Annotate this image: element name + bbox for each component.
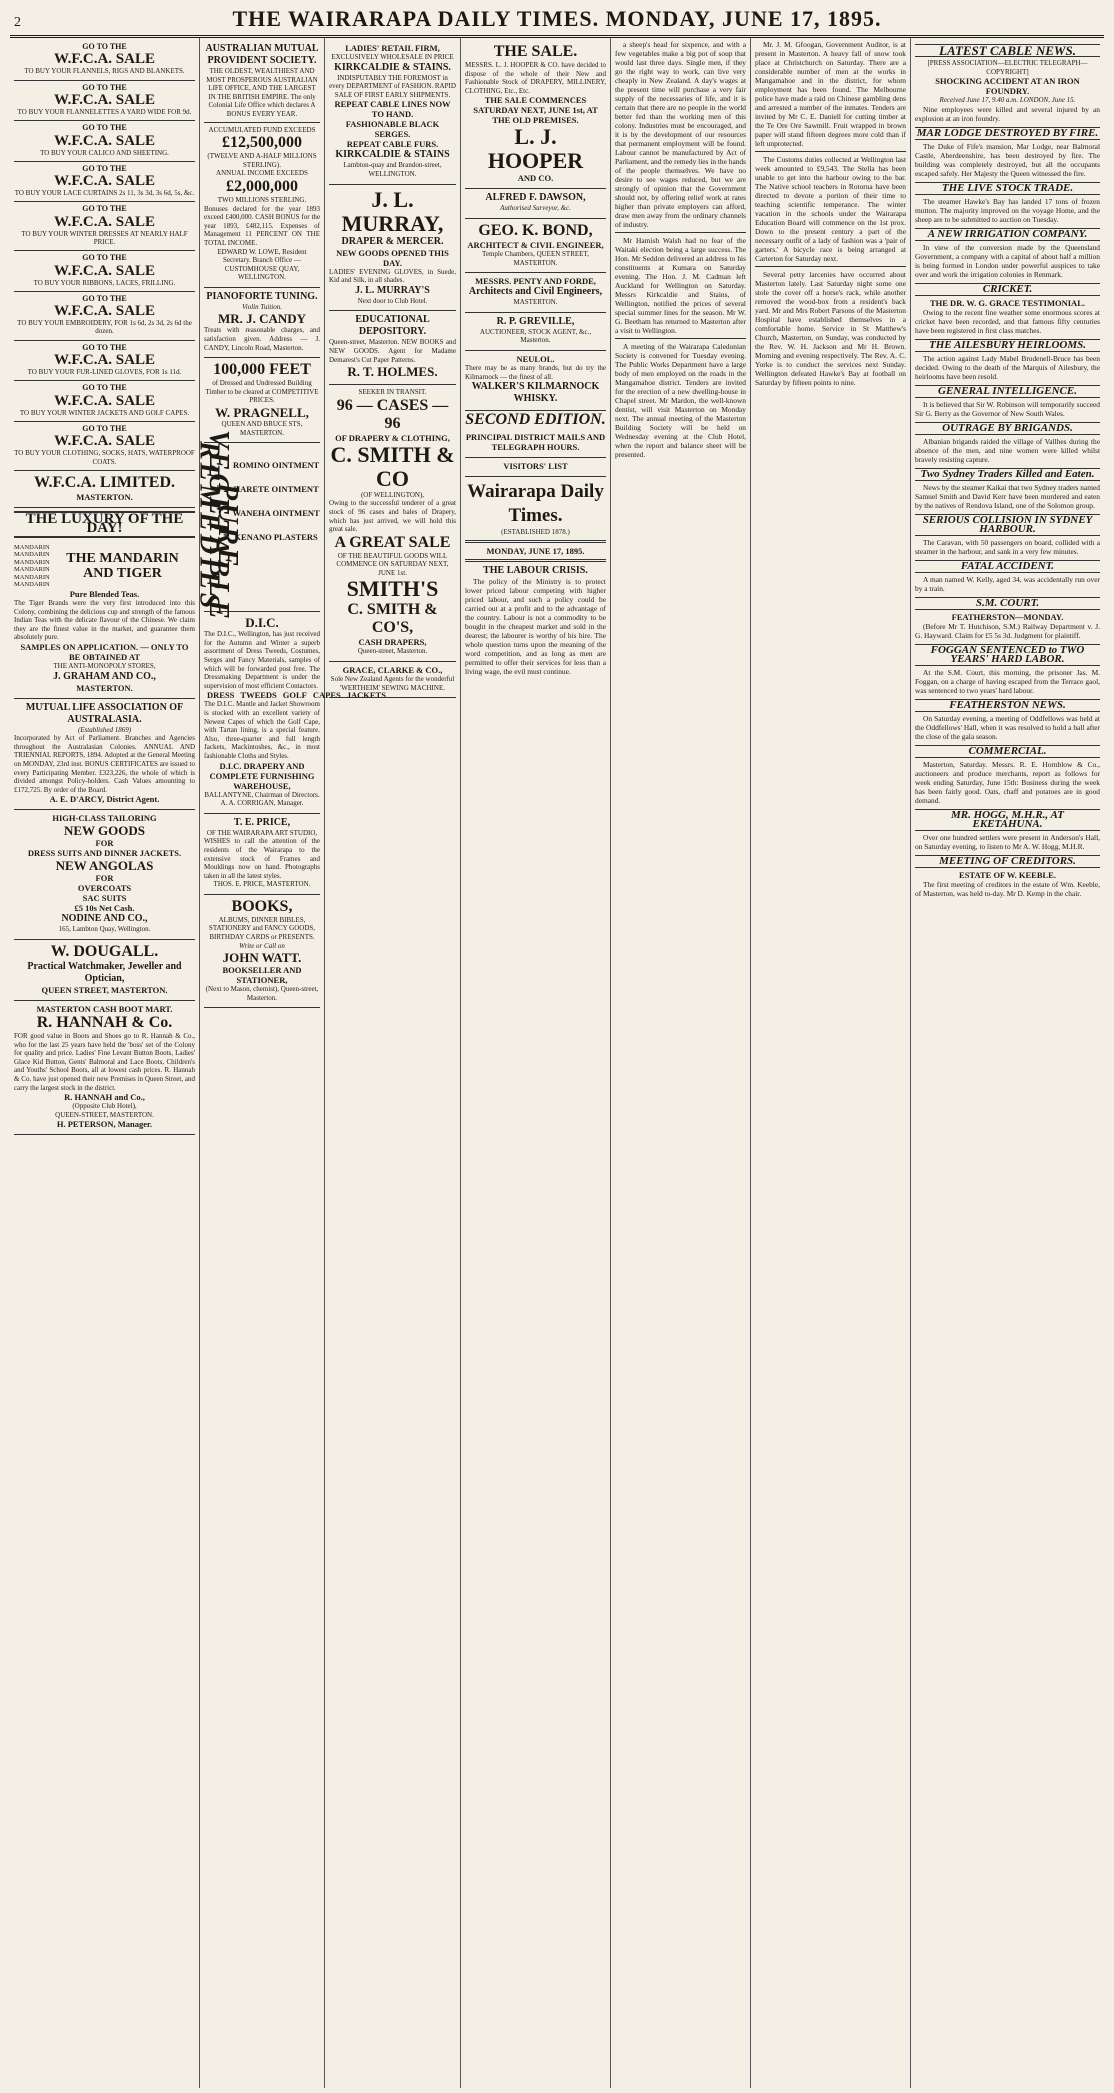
story7-title: GENERAL INTELLIGENCE. xyxy=(915,385,1100,398)
tailor-line: DRESS SUITS AND DINNER JACKETS. xyxy=(27,848,182,859)
wfca-ad xyxy=(14,341,195,382)
greville-ad xyxy=(465,313,606,351)
story5-title: CRICKET. xyxy=(915,283,1100,296)
kirkcaldie-ad xyxy=(329,40,456,185)
dougall-trade: Practical Watchmaker, Jeweller and Optician, xyxy=(27,960,182,984)
story1-title: SHOCKING ACCIDENT AT AN IRON FOUNDRY. xyxy=(935,76,1080,97)
column-5 xyxy=(611,38,751,2088)
visitors-notice xyxy=(465,458,606,477)
dic-label: JACKETS xyxy=(346,690,386,701)
murray-trade: DRAPER & MERCER. xyxy=(341,235,444,247)
murray-ad xyxy=(329,185,456,312)
mutual-body: Incorporated by Act of Parliament. Branches and Agencies throughout the Australasian Colonies. ANNUAL AND TRIENNIAL REPORTS, 1894. Adopted at the General Meeting on MONDAY, 23rd inst. BONUS CERTIFICATES are issued to every Participating Member. £323,226, the whole of which is divided amongst Policy-holders. Cash Values amounting to £172,725. By order of the Board. xyxy=(14,734,195,794)
cases-sub: OF DRAPERY & CLOTHING, xyxy=(335,432,450,443)
story3-title: THE LIVE STOCK TRADE. xyxy=(915,182,1100,195)
wfca-top: GO TO THE xyxy=(82,423,127,433)
featherston-title: FEATHERSTON NEWS. xyxy=(915,699,1100,712)
dic-labels xyxy=(204,690,386,701)
tea-body: The Tiger Brands were the very first introduced into this Colony, combining the delicious cup and strength of the famous Indian Teas with the delicate flavour of the Chinese. We claim they are the finest value in the market, and guarantee them absolutely pure. xyxy=(14,599,195,642)
tailor-line: NEW GOODS xyxy=(63,823,146,839)
dic-ad xyxy=(204,612,386,814)
dic-label: GOLF xyxy=(282,690,307,701)
tailor-line: £5 10s Net Cash. xyxy=(74,903,135,914)
col5-body-bot: A meeting of the Wairarapa Caledonian Society is convened for Tuesday evening. The Public Works Department have a large body of men employed on the roads in the Mangamahoe district. Tenders are invited for the erection of a new dwelling-house in Chapel street. Mr Mardon, the well-known dentist, will visit Masterton on Monday next. The annual meeting of the Masterton Building Society will be held on Wednesday evening at the Club Hotel, when the report and balance sheet will be presented. xyxy=(615,342,746,459)
mutual-agent: A. E. D'ARCY, District Agent. xyxy=(49,794,160,805)
story6-title: THE AILESBURY HEIRLOOMS. xyxy=(915,339,1100,352)
featherston-body: On Saturday evening, a meeting of Oddfellows was held at the Oddfellows' Hall, when it was resolved to hold a ball after the close of the gala season. xyxy=(915,713,1100,741)
wfca-limited-ad xyxy=(14,471,195,508)
cable-repeat: REPEAT CABLE FURS. xyxy=(346,139,439,150)
wfca-name: W.F.C.A. SALE xyxy=(53,213,155,230)
whisky-body: There may be as many brands, but do try the Kilmarnock — the finest of all. xyxy=(465,363,606,381)
dawson-sub: Authorised Surveyor, &c. xyxy=(500,204,571,213)
watt-trade: BOOKSELLER AND STATIONER, xyxy=(222,965,302,986)
remedies-word: PURE VEGETABLE REMEDIES xyxy=(193,430,244,623)
dic-body2: The D.I.C. Mantle and Jacket Showroom is stocked with an excellent variety of Newest Capes of which the Golf Cape, with Tartan lining, is a special feature. Also, three-quarter and full length Jackets, Mackintoshes, &c., in most fashionable Cloths and Styles. xyxy=(204,700,320,760)
remedies-illustration xyxy=(193,430,244,623)
tailoring-ad xyxy=(14,810,195,940)
bond-ad xyxy=(465,219,606,273)
dic-label: CAPES xyxy=(312,690,341,701)
story3-body: The steamer Hawke's Bay has landed 17 tons of frozen mutton. The majority improved on the voyage Home, and the sheep are to be submitted to auction on Tuesday. xyxy=(915,196,1100,224)
books-sub: ALBUMS, DINNER BIBLES, STATIONERY and FANCY GOODS, BIRTHDAY CARDS or PRESENTS. xyxy=(208,915,316,942)
wfca-top: GO TO THE xyxy=(82,204,127,214)
murray-name: J. L. MURRAY, xyxy=(341,186,444,236)
repeat-lines: REPEAT CABLE LINES NOW TO HAND. xyxy=(334,99,451,120)
story8-body: Albanian brigands raided the village of Vallhes during the absence of the men, and nine women were killed whilst bravely resisting capture. xyxy=(915,436,1100,464)
wfca-name: W.F.C.A. SALE xyxy=(53,433,155,450)
grace-body: Sole New Zealand Agents for the wonderful 'WERTHEIM' SEWING MACHINE. xyxy=(330,675,455,692)
amp-sub: THE OLDEST, WEALTHIEST AND MOST PROSPEROUS AUSTRALIAN LIFE OFFICE, AND THE LARGEST IN THE BRITISH EMPIRE. The only Colonial Life Office which declares A BONUS EVERY YEAR. xyxy=(206,67,318,118)
column-6 xyxy=(751,38,911,2088)
story5-sub: THE DR. W. G. GRACE TESTIMONIAL. xyxy=(929,297,1085,308)
leader-title: THE LABOUR CRISIS. xyxy=(483,564,588,576)
candy-body: Treats with reasonable charges, and satisfaction given. Address — J. CANDY, Lincoln Road, Masterton. xyxy=(204,326,320,352)
tailor-line: OVERCOATS xyxy=(77,883,132,894)
amp-income-label: ANNUAL INCOME EXCEEDS xyxy=(216,169,308,178)
wfca-top: GO TO THE xyxy=(82,163,127,173)
wfca-limited: W.F.C.A. LIMITED. xyxy=(33,473,176,491)
greville-sub: AUCTIONEER, STOCK AGENT, &c., Masterton. xyxy=(479,327,592,345)
price-body: WISHES to call the attention of the residents of the Wairarapa to the extensive stock of Frames and Mouldings now on hand. Photographs taken in all the latest styles. xyxy=(204,837,320,880)
commercial-body: Masterton, Saturday. Messrs. R. E. Hornblow & Co., auctioneers and produce merchants, report as follows for week ending Saturday, June 15th: Business during the week has been fairly good. Oats, chaff and potatoes are in good demand. xyxy=(915,759,1100,805)
tea-brand-item: MANDARIN xyxy=(14,573,50,581)
dic-label: DRESS xyxy=(207,690,235,701)
tea-brand-item: MANDARIN xyxy=(14,543,50,551)
pragnell-name: W. PRAGNELL, xyxy=(215,405,309,421)
boot-place: QUEEN-STREET, MASTERTON. xyxy=(55,1110,154,1119)
boot-mart-ad xyxy=(14,1001,195,1135)
amp-amount-sub: (TWELVE AND A-HALF MILLIONS STERLING). xyxy=(207,152,317,169)
penty-name: MESSRS. PENTY AND FORDE, xyxy=(475,276,596,287)
wfca-top: GO TO THE xyxy=(82,293,127,303)
wfca-sub: TO BUY YOUR WINTER JACKETS AND GOLF CAPES. xyxy=(19,408,190,417)
price-sub: OF THE WAIRARAPA ART STUDIO, xyxy=(206,828,318,837)
tailor-line: NEW ANGOLAS xyxy=(55,858,154,874)
whisky-ad xyxy=(465,351,606,411)
dougall-ad xyxy=(14,940,195,1001)
amp-amount: £12,500,000 xyxy=(222,134,302,152)
wfca-sub: TO BUY YOUR CALICO AND SHEETING. xyxy=(40,148,169,157)
wfca-name: W.F.C.A. SALE xyxy=(53,303,155,320)
smith-ad xyxy=(329,385,456,662)
sale-title: THE SALE. xyxy=(493,43,578,60)
page-number: 2 xyxy=(14,15,21,30)
story4-title: A NEW IRRIGATION COMPANY. xyxy=(915,228,1100,241)
boot-title: MASTERTON CASH BOOT MART. xyxy=(36,1003,173,1014)
penty-ad xyxy=(465,273,606,313)
bond-sub: ARCHITECT & CIVIL ENGINEER, xyxy=(467,239,604,250)
court-body: (Before Mr T. Hutchison, S.M.) Railway Department v. J. G. Hayward. Claim for £5 5s 3d. Judgment for plaintiff. xyxy=(915,621,1100,640)
great-sale-sub: OF THE BEAUTIFUL GOODS WILL COMMENCE ON SATURDAY NEXT, JUNE 1st. xyxy=(336,551,449,577)
tailor-title: HIGH-CLASS TAILORING xyxy=(52,813,157,824)
wfca-sub: TO BUY YOUR FUR-LINED GLOVES, FOR 1s 11d. xyxy=(27,368,182,377)
second-edition: SECOND EDITION. xyxy=(465,411,606,429)
column-2 xyxy=(193,38,386,2088)
story6-body: The action against Lady Mabel Brudenell-Bruce has been decided. Owing to the death of the Marquis of Ailesbury, the heirlooms have been resold. xyxy=(915,353,1100,381)
boot-footer: R. HANNAH and Co., xyxy=(64,1092,145,1103)
hooper-intro: MESSRS. L. J. HOOPER & CO. have decided to dispose of the whole of their New and Fashionable Stock of DRAPERY, MILLINERY, CLOTHING, Etc., Etc. xyxy=(465,61,606,95)
watt-name: JOHN WATT. xyxy=(222,950,302,966)
postal-title: PRINCIPAL DISTRICT MAILS AND TELEGRAPH HOURS. xyxy=(465,432,606,453)
story9-body: News by the steamer Kaikai that two Sydney traders named Samuel Smith and David Kerr have been murdered and eaten by the natives of Rendova Island, one of the Solomon group. xyxy=(915,482,1100,510)
col6-body-top: Mr. J. M. Gfoogan, Government Auditor, is at present in Masterton. A heavy fall of snow took place at Christchurch on Saturday. There are a considerable number of men at the works in Mangamahoe and in the district, for whom employment has been found. The Melbourne police have made a raid on Chinese gambling dens and arrested a number of the inmates. Tenders are invited by Mr C. E. Daniell for cutting timber at the Te Ore Ore Sawmill. Fruit wrapped in brown paper will stand fifteen degrees more cold than if left unprotected. xyxy=(755,40,906,148)
tailor-name: NODINE AND CO., xyxy=(61,913,148,925)
boot-name: R. HANNAH & Co. xyxy=(36,1013,173,1031)
court-title: S.M. COURT. xyxy=(915,597,1100,610)
creditors-sub: ESTATE OF W. KEEBLE. xyxy=(959,869,1056,880)
wfca-place: MASTERTON. xyxy=(76,491,133,502)
remedies-items xyxy=(232,446,320,606)
wfca-top: GO TO THE xyxy=(82,253,127,263)
books-cta: Write or Call on xyxy=(239,941,285,950)
postal-notice xyxy=(465,429,606,458)
wfca-sub: TO BUY YOUR EMBROIDERY, FOR 1s 6d, 2s 3d, 2s 6d the dozen. xyxy=(17,319,192,336)
eketahuna-title: MR. HOGG, M.H.R., AT EKETAHUNA. xyxy=(915,809,1100,831)
edu-body: Queen-street, Masterton. NEW BOOKS and NEW GOODS. Agent for Madame Demarest's Cut Paper Patterns. xyxy=(329,338,456,364)
price-sig: THOS. E. PRICE, MASTERTON. xyxy=(213,880,311,889)
educational-ad xyxy=(329,311,456,385)
cases: 96 — CASES — 96 xyxy=(336,396,449,432)
creditors-body: The first meeting of creditors in the estate of Wm. Keeble, of Masterton, was held to-day. Mr D. Kemp in the chair. xyxy=(915,879,1100,898)
boot-footer2: (Opposite Club Hotel), xyxy=(72,1102,137,1111)
smith-sub: (OF WELLINGTON), xyxy=(360,490,425,499)
wfca-sub: TO BUY YOUR FLANNELETTES A YARD WIDE FOR 9d. xyxy=(17,108,192,117)
holmes-sub: SEEKER IN TRANSIT. xyxy=(358,388,427,397)
books-ad xyxy=(204,895,320,1009)
dic-footer: D.I.C. DRAPERY AND COMPLETE FURNISHING WAREHOUSE, xyxy=(209,760,315,791)
mutual-title: MUTUAL LIFE ASSOCIATION OF AUSTRALASIA. xyxy=(25,701,184,725)
tea-brand-item: MANDARIN xyxy=(14,558,50,566)
times-est: (ESTABLISHED 1878.) xyxy=(501,528,570,537)
wfca-ad xyxy=(14,202,195,251)
story9-title: Two Sydney Traders Killed and Eaten. xyxy=(915,468,1100,481)
tailor-line: SAC SUITS xyxy=(82,893,127,904)
story10-title: SERIOUS COLLISION IN SYDNEY HARBOUR. xyxy=(915,514,1100,536)
cable-sub: [PRESS ASSOCIATION—ELECTRIC TELEGRAPH—COPYRIGHT] xyxy=(927,59,1088,76)
columns xyxy=(10,38,1104,2088)
wfca-sub: TO BUY YOUR RIBBONS, LACES, FRILLING. xyxy=(33,278,176,287)
wfca-sub: TO BUY YOUR FLANNELS, RIGS AND BLANKETS. xyxy=(24,67,185,76)
wfca-name: W.F.C.A. SALE xyxy=(53,352,155,369)
tea-brand-item: MANDARIN xyxy=(14,566,50,574)
hooper-ad xyxy=(465,40,606,189)
murray-addr: Next door to Club Hotel. xyxy=(357,296,428,305)
smiths: SMITH'S xyxy=(346,576,439,602)
smith-body: Owing to the successful tenderer of a great stock of 96 cases and bales of Drapery, which has just arrived, we will hold this great sale. xyxy=(329,499,456,534)
wfca-name: W.F.C.A. SALE xyxy=(53,392,155,409)
wfca-ads xyxy=(14,40,195,471)
tea-brand-item: MANDARIN xyxy=(14,581,50,589)
wfca-top: GO TO THE xyxy=(82,383,127,393)
piano-title: PIANOFORTE TUNING. xyxy=(206,290,318,302)
leader-body: The policy of the Ministry is to protect lower priced labour competing with higher priced labour, and such a policy could be carried out at a profit and to the advantage of the country. Labour is not a commodity to be bought in the cheapest market and sold in the dearest; the labourer is worthy of his hire. The whole question turns upon the meaning of the word competition, and as long as men are permitted to offer their services for less than a living wage, the evil must continue. xyxy=(465,576,606,676)
dic-body: The D.I.C., Wellington, has just received for the Autumn and Winter a superb assortment of Dress Tweeds, Costumes, Serges and Fancy Materials, samples of which will be forwarded post free. The Dressmaking Department is under the supervision of most efficient Contactors. xyxy=(204,630,320,690)
boot-body: FOR good value in Boots and Shoes go to R. Hannah & Co., who for the last 25 years have held the 'boss' set of the Colony for quality and price. Ladies' Fine Levant Button Boots, Ladies' Glace Kid Button, Gents' Balmoral and Lace Boots, Children's and Youths' School Boots, all at lowest cash prices. R. Hannah & Co. have just opened their new Premises in Queen Street, and carry the largest stock in the district. xyxy=(14,1031,195,1092)
murray-new: NEW GOODS OPENED THIS DAY. xyxy=(336,247,449,268)
column-4 xyxy=(461,38,611,2088)
amp-title: AUSTRALIAN MUTUAL PROVIDENT SOCIETY. xyxy=(205,43,319,66)
pragnell-addr: QUEEN AND BRUCE STS, MASTERTON. xyxy=(221,420,303,437)
grace-name: GRACE, CLARKE & CO., xyxy=(342,665,443,676)
wfca-sub: TO BUY YOUR WINTER DRESSES AT NEARLY HALF PRICE. xyxy=(21,229,188,247)
smith-footer2: CASH DRAPERS, xyxy=(358,637,427,648)
visitors-title: VISITORS' LIST xyxy=(503,461,568,472)
col6-body-mid: The Customs duties collected at Wellington last week amounted to £9,543. The Stella has been unable to get into the harbour owing to the bar. The Native school teachers in Rotorua have been directed to devote a portion of their time to teaching scientific temperance. The winter vacation in the schools under the Wairarapa Education Board will commence on the 1st prox. Down to the present century a part of the necessary outfit of a lady of fashion was a 'pair of garters.' A bicycle race is being arranged at Carterton for Saturday next. xyxy=(755,155,906,263)
kirk-name: KIRKCALDIE & STAINS. xyxy=(334,61,451,73)
wfca-ad xyxy=(14,251,195,292)
remedy-item: HARETE OINTMENT xyxy=(233,484,319,495)
kirk-addr: Lambton-quay and Brandon-street, WELLINGTON. xyxy=(343,161,442,178)
tea-sub: Pure Blended Teas. xyxy=(69,589,140,600)
tea-shop-place: MASTERTON. xyxy=(76,682,133,693)
piano-sub: Violin Tuition. xyxy=(242,302,282,311)
col6-body-bot: Several petty larcenies have occurred about Masterton lately. Last Saturday night some one stole the cover off a horse's rack, while another removed the wood-box from a resident's back yard. Mr and Mrs Robert Parsons of the Masterton Hospital have established themselves in a comfortable home. Service in St Matthew's Church, Masterton, on Sunday, was conducted by the Rev. W. H. Jackson and Mr H. Brown. Morning and evening respectively. The Rev. A. C. Yorke is to conduct the services next Sunday. Wellington defeated Hawke's Bay at football on Saturday by fifteen points to nine. xyxy=(755,270,906,387)
wfca-ad xyxy=(14,121,195,162)
holmes-name: R. T. HOLMES. xyxy=(347,364,438,380)
bond-addr: Temple Chambers, QUEEN STREET, MASTERTON. xyxy=(482,249,589,267)
sale-commences: THE SALE COMMENCES SATURDAY NEXT, JUNE 1st, AT THE OLD PREMISES. xyxy=(473,95,598,126)
timber-count: 100,000 FEET xyxy=(213,361,311,379)
bond-name: GEO. K. BOND, xyxy=(478,221,593,239)
wfca-name: W.F.C.A. SALE xyxy=(53,173,155,190)
tailor-lines xyxy=(14,823,195,913)
tea-brand-list xyxy=(14,544,50,590)
wfca-ad xyxy=(14,381,195,422)
story11-body: A man named W. Kelly, aged 34, was accidentally run over by a train. xyxy=(915,574,1100,593)
wfca-name: W.F.C.A. SALE xyxy=(53,262,155,279)
wfca-sub: TO BUY YOUR CLOTHING, SOCKS, HATS, WATERPROOF COATS. xyxy=(14,449,195,466)
wfca-name: W.F.C.A. SALE xyxy=(53,132,155,149)
amp-body: Bonuses declared for the year 1893 exceed £400,000. CASH BONUS for the year 1893, £482,115. Expenses of Management 11 PERCENT ON THE TOTAL INCOME. xyxy=(204,204,320,247)
story1-date: Received June 17, 9.40 a.m. LONDON, June 15. xyxy=(939,96,1076,105)
commercial-title: COMMERCIAL. xyxy=(915,745,1100,758)
dic-label: TWEEDS xyxy=(240,690,277,701)
price-name: T. E. PRICE, xyxy=(233,816,291,828)
amp-income-sub: TWO MILLIONS STERLING. xyxy=(217,195,307,204)
story7-body: It is believed that Sir W. Robinson will temporarily succeed Sir G. Berry as the Governor of New South Wales. xyxy=(915,399,1100,418)
col5-body-top: a sheep's head for sixpence, and with a few vegetables make a big pot of soup that would last three days. Single men, if they go the right way to work, can live very cheaply in New Zealand. A day's wages at the present time will purchase a very fair supply of the necessaries of life, and it is certain that there are no people in the world better fed than the working men of this colony. Industries must be encouraged, and it is by the development of our resources that permanent employment will be found. Labour cannot be manufactured by Act of Parliament, and the remedy lies in the hands of the people themselves. We have no desire to see wages reduced, but we are strongly of opinion that the Government should not, by offering relief work at rates higher than private employers can afford, draw men away from the ordinary channels of industry. xyxy=(615,40,746,229)
amp-agent: EDWARD W. LOWE, Resident Secretary. Branch Office — CUSTOMHOUSE QUAY, WELLINGTON. xyxy=(217,247,307,282)
great-sale: A GREAT SALE xyxy=(334,533,451,551)
wfca-top: GO TO THE xyxy=(82,123,127,133)
story2-title: MAR LODGE DESTROYED BY FIRE. xyxy=(916,126,1099,139)
wfca-ad xyxy=(14,162,195,203)
dawson-ad xyxy=(465,189,606,219)
masthead xyxy=(10,6,1104,38)
amp-income: £2,000,000 xyxy=(226,177,298,195)
col5-body-mid: Mr Hamish Walsh had no fear of the Waitaki election being a large success. The Hon. Mr Seddon delivered an address to his constituents at Kumara on Saturday evening. The Hon. J. M. Cadman left Auckland for Wellington on Saturday. Messrs Kirkcaldie and Stains, of Wellington, notified the prices of several special summer lines for the season. Mr W. G. Beetham has returned to Masterton after a visit to Wellington. xyxy=(615,236,746,335)
tea-shop-name: J. GRAHAM AND CO., xyxy=(53,670,156,682)
kirk-footer: KIRKCALDIE & STAINS xyxy=(335,149,450,161)
fashion-title: FASHIONABLE BLACK SERGES. xyxy=(345,119,440,140)
tea-brand-item: MANDARIN xyxy=(14,551,50,559)
whisky-name: WALKER'S KILMARNOCK WHISKY. xyxy=(471,381,600,405)
murray-footer: J. L. MURRAY'S xyxy=(355,284,430,296)
story4-body: In view of the conversion made by the Queensland Government, a company with a capital of about half a million is being formed in London under powerful auspices to take over and work the irrigation colonies in Renmark. xyxy=(915,242,1100,279)
hooper-and: AND CO. xyxy=(517,173,554,184)
smith-footer: C. SMITH & CO'S, xyxy=(347,601,438,637)
column-7 xyxy=(911,38,1104,2088)
newspaper-title: THE WAIRARAPA DAILY TIMES. MONDAY, JUNE 17, 1895. xyxy=(232,6,882,31)
kirk-body: INDISPUTABLY THE FOREMOST in every DEPARTMENT of FASHION. RAPID SALE OF FIRST EARLY SHIPMENTS. xyxy=(329,73,456,99)
dic-footer2: BALLANTYNE, Chairman of Directors. A. A. CORRIGAN, Manager. xyxy=(204,790,320,808)
wfca-ad xyxy=(14,81,195,122)
court-sub: FEATHERSTON—MONDAY. xyxy=(951,611,1064,622)
tea-ad xyxy=(14,541,195,699)
candy-name: MR. J. CANDY xyxy=(217,311,307,327)
mutual-est: (Established 1869) xyxy=(77,725,132,734)
tea-shop: THE ANTI-MONOPOLY STORES, xyxy=(53,662,156,671)
wfca-name: W.F.C.A. SALE xyxy=(53,51,155,68)
watt-addr: (Next to Mason, chemist), Queen-street, Masterton. xyxy=(205,985,319,1002)
tailor-line: FOR xyxy=(95,873,114,884)
smith-addr: Queen-street, Masterton. xyxy=(357,647,428,656)
penty-place: MASTERTON. xyxy=(513,298,558,307)
wfca-top: GO TO THE xyxy=(82,342,127,352)
boot-manager: H. PETERSON, Manager. xyxy=(56,1119,153,1130)
hooper-name: L. J. HOOPER xyxy=(487,124,584,174)
dic-title: D.I.C. xyxy=(245,615,279,631)
amp-society-ad xyxy=(204,40,320,288)
wfca-sub: TO BUY YOUR LACE CURTAINS 2s 11, 3s 3d, 3s 6d, 5s, &c. xyxy=(14,189,195,198)
dougall-name: W. DOUGALL. xyxy=(50,942,159,960)
remedy-item: WANEHA OINTMENT xyxy=(232,508,320,519)
retail-excl: EXCLUSIVELY WHOLESALE IN PRICE xyxy=(331,53,454,61)
story5-body: Owing to the recent fine weather some enormous scores at cricket have been recorded, and that famous fifty centuries have been registered in first class matches. xyxy=(915,307,1100,335)
foggan-title: FOGGAN SENTENCED to TWO YEARS' HARD LABOR. xyxy=(915,644,1100,666)
greville-name: R. P. GREVILLE, xyxy=(496,315,575,327)
remedy-item: ROMINO OINTMENT xyxy=(233,460,320,471)
amp-funds: ACCUMULATED FUND EXCEEDS xyxy=(208,125,316,134)
foggan-body: At the S.M. Court, this morning, the prisoner Jas. M. Foggan, on a charge of having escaped from the Terrace gaol, was sentenced to two years' hard labour. xyxy=(915,667,1100,695)
dougall-addr: QUEEN STREET, MASTERTON. xyxy=(41,984,168,995)
wfca-top: GO TO THE xyxy=(82,42,127,51)
price-ad xyxy=(204,814,320,895)
wfca-name: W.F.C.A. SALE xyxy=(53,92,155,109)
times-date: MONDAY, JUNE 17, 1895. xyxy=(486,545,585,556)
murray-gloves: LADIES' EVENING GLOVES, in Suede, Kid and Silk, in all shades. xyxy=(329,267,456,285)
dawson-name: ALFRED F. DAWSON, xyxy=(485,192,586,204)
retail-title: LADIES' RETAIL FIRM, xyxy=(345,43,440,53)
story8-title: OUTRAGE BY BRIGANDS. xyxy=(915,422,1100,435)
wfca-top: GO TO THE xyxy=(82,82,127,92)
story11-title: FATAL ACCIDENT. xyxy=(915,560,1100,573)
mutual-life-ad xyxy=(14,699,195,811)
wfca-ad xyxy=(14,422,195,471)
story2-body: The Duke of Fife's mansion, Mar Lodge, near Balmoral Castle, Aberdeenshire, has been destroyed by fire. The building was completely destroyed, but all the occupants escaped safely. Her Majesty the Queen witnessed the fire. xyxy=(915,141,1100,178)
tea-samples: SAMPLES ON APPLICATION. — ONLY TO BE OBTAINED AT xyxy=(20,642,189,663)
tailor-addr: 165, Lambton Quay, Wellington. xyxy=(58,925,151,934)
wfca-ad xyxy=(14,40,195,81)
cable-title: LATEST CABLE NEWS. xyxy=(915,44,1100,57)
story1-body: Nine employees were killed and several injured by an explosion at an iron foundry. xyxy=(915,104,1100,123)
column-3 xyxy=(325,38,461,2088)
grace-clarke-ad xyxy=(329,662,456,701)
smith-name: C. SMITH & CO xyxy=(330,441,455,491)
creditors-title: MEETING OF CREDITORS. xyxy=(915,855,1100,868)
timber-body: of Dressed and Undressed Building Timber to be cleared at COMPETITIVE PRICES. xyxy=(205,379,319,405)
edu-title: EDUCATIONAL DEPOSITORY. xyxy=(355,314,430,338)
tailor-line: FOR xyxy=(95,838,114,849)
neuchol: NEULOL. xyxy=(516,353,555,364)
column-1 xyxy=(10,38,200,2088)
luxury-headline: THE LUXURY OF THE DAY! xyxy=(14,511,195,538)
times-leader xyxy=(465,477,606,683)
books-title: BOOKS, xyxy=(231,897,293,915)
penty-sub: Architects and Civil Engineers, xyxy=(468,286,603,298)
remedy-item: KENANO PLASTERS xyxy=(234,532,318,543)
eketahuna-body: Over one hundred settlers were present in Anderson's Hall, on Saturday evening, to listen to Mr A. W. Hogg, M.H.R. xyxy=(915,832,1100,851)
wfca-ad xyxy=(14,292,195,341)
story10-body: The Caravan, with 50 passengers on board, collided with a steamer in the harbour, and sank in a very few minutes. xyxy=(915,537,1100,556)
piano-tuning-ad xyxy=(204,288,320,358)
tea-name: THE MANDARIN AND TIGER xyxy=(66,551,179,582)
times-title: Wairarapa Daily Times. xyxy=(467,481,604,527)
